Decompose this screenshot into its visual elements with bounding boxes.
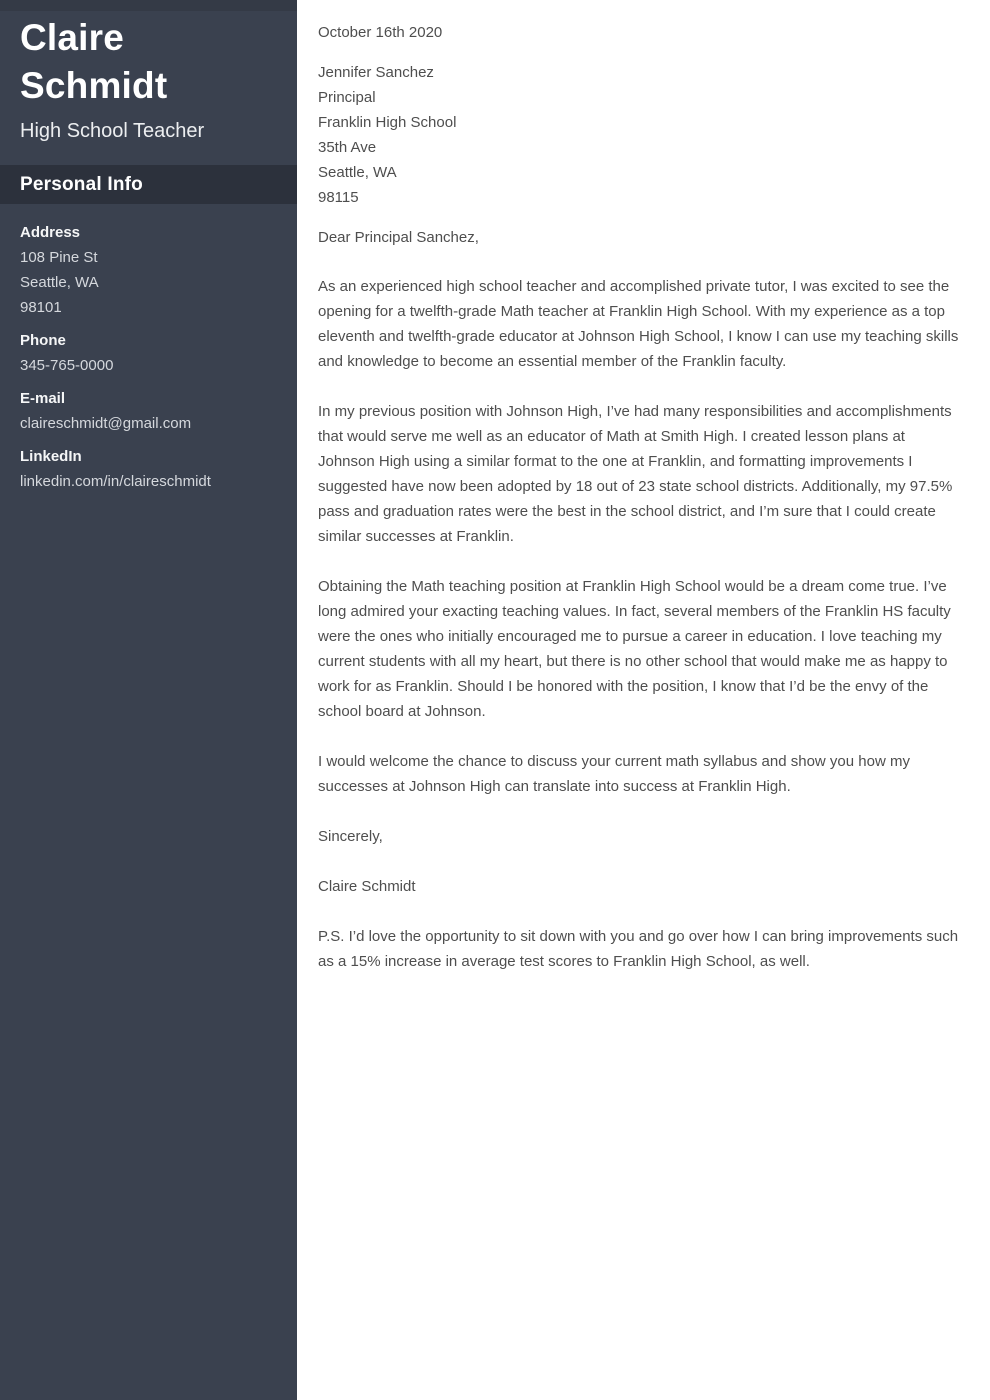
letter-paragraph: In my previous position with Johnson High, I’ve had many responsibilities and accomplishments that would serve me well as an educator of Math at Smith High. I created lesson plans at Johnson High using a similar format to the one at Franklin, and formatting improvements I suggested have now been adopted by 18 out of 23 state school districts. Additionally, my 97.5% pass and graduation rates were the best in the school district, and I’m sure that I could create similar successes at Franklin.	[318, 403, 953, 545]
letter-paragraphs	[318, 274, 963, 799]
personal-info-header-label: Personal Info	[20, 173, 143, 195]
recipient-line: Jennifer Sanchez	[318, 64, 434, 81]
salutation: Dear Principal Sanchez,	[318, 229, 479, 246]
section-values	[20, 469, 277, 494]
section-value: linkedin.com/in/claireschmidt	[20, 473, 211, 490]
letter-paragraph: Obtaining the Math teaching position at Franklin High School would be a dream come true. I’ve long admired your exacting teaching values. In fact, several members of the Franklin HS faculty were the ones who initially encouraged me to pursue a career in education. I love teaching my current students with all my heart, but there is no other school that would make me as happy to work for as Franklin. Should I be honored with the position, I know that I’d be the envy of the school board at Johnson.	[318, 578, 951, 720]
personal-info-section	[20, 328, 277, 378]
recipient-block	[318, 60, 963, 210]
recipient-line: 35th Ave	[318, 139, 377, 156]
personal-info-header	[0, 165, 297, 204]
recipient-line: Principal	[318, 89, 376, 106]
section-value: claireschmidt@gmail.com	[20, 415, 192, 432]
section-label: Address	[20, 224, 81, 241]
candidate-name: Claire Schmidt	[20, 17, 168, 106]
section-values	[20, 245, 277, 320]
letter-date: October 16th 2020	[318, 24, 443, 41]
section-values	[20, 353, 277, 378]
postscript: P.S. I’d love the opportunity to sit down with you and go over how I can bring improvements such as a 15% increase in average test scores to Franklin High School, as well.	[318, 928, 959, 970]
section-value: 98101	[20, 299, 62, 316]
section-value: Seattle, WA	[20, 274, 99, 291]
sidebar	[0, 0, 297, 1400]
letter-paragraph: As an experienced high school teacher and accomplished private tutor, I was excited to see the opening for a twelfth-grade Math teacher at Franklin High School. With my experience as a top eleventh and twelfth-grade educator at Johnson High School, I know I can use my teaching skills and knowledge to become an essential member of the Franklin faculty.	[318, 278, 959, 370]
letter-body	[297, 0, 990, 1400]
recipient-line: Seattle, WA	[318, 164, 397, 181]
personal-info-sections	[0, 204, 297, 494]
section-label: LinkedIn	[20, 448, 82, 465]
recipient-line: Franklin High School	[318, 114, 457, 131]
signature-name: Claire Schmidt	[318, 878, 416, 895]
letter-paragraph: I would welcome the chance to discuss your current math syllabus and show you how my successes at Johnson High can translate into success at Franklin High.	[318, 753, 910, 795]
section-value: 108 Pine St	[20, 249, 98, 266]
section-label: E-mail	[20, 390, 66, 407]
personal-info-section	[20, 386, 277, 436]
personal-info-section	[20, 220, 277, 320]
candidate-job-title: High School Teacher	[20, 120, 205, 142]
section-value: 345-765-0000	[20, 357, 114, 374]
section-values	[20, 411, 277, 436]
personal-info-section	[20, 444, 277, 494]
closing: Sincerely,	[318, 828, 383, 845]
recipient-line: 98115	[318, 189, 359, 206]
section-label: Phone	[20, 332, 66, 349]
